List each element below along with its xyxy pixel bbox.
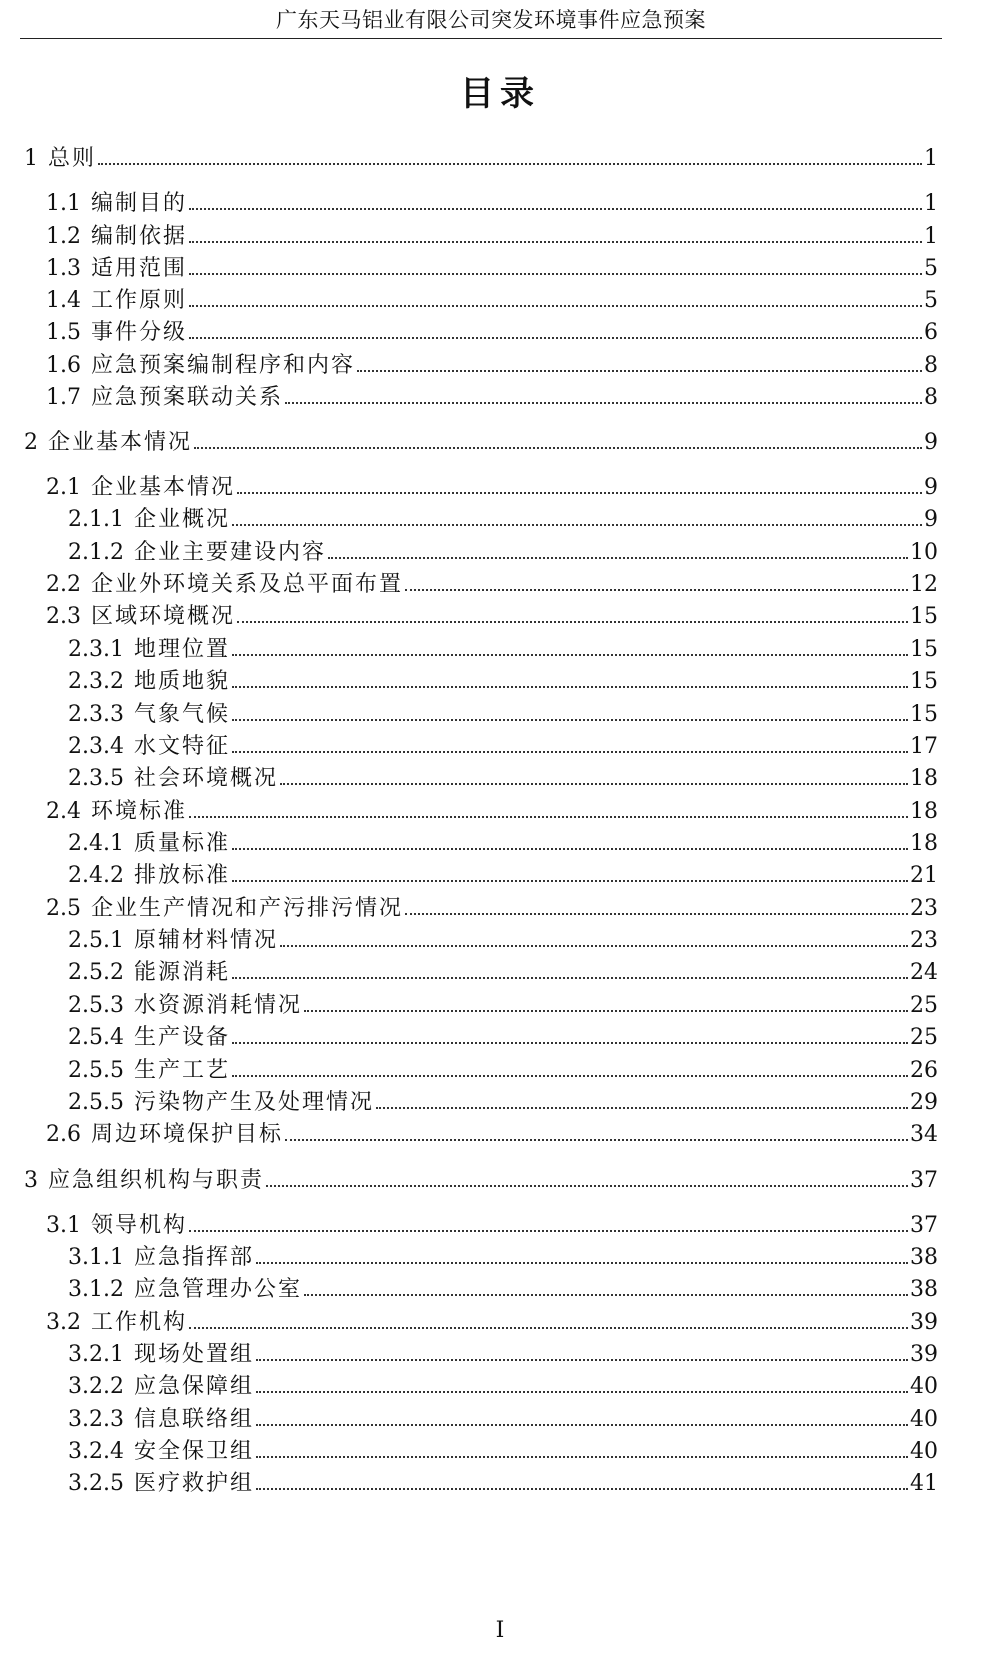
toc-number: 1.2 xyxy=(46,224,81,249)
toc-page-number: 9 xyxy=(924,430,938,455)
toc-leader-dots xyxy=(405,913,908,915)
toc-leader-dots xyxy=(194,447,922,449)
toc-label: 地质地貌 xyxy=(133,669,230,694)
toc-leader-dots xyxy=(237,621,908,623)
toc-leader-dots xyxy=(232,654,908,656)
toc-page-number: 37 xyxy=(910,1213,938,1238)
toc-page-number: 25 xyxy=(910,1025,938,1050)
toc-label: 安全保卫组 xyxy=(133,1439,254,1464)
toc-label: 污染物产生及处理情况 xyxy=(133,1090,374,1115)
toc-number: 3.1 xyxy=(46,1213,81,1238)
toc-entry[interactable] xyxy=(46,351,938,381)
toc-label: 应急管理办公室 xyxy=(133,1277,302,1302)
toc-number: 2.5.2 xyxy=(68,960,124,985)
toc-entry[interactable] xyxy=(68,667,938,697)
toc-number: 3 xyxy=(24,1168,38,1193)
toc-page-number: 41 xyxy=(910,1471,938,1496)
toc-number: 3.2.1 xyxy=(68,1342,124,1367)
toc-entry[interactable] xyxy=(68,764,938,794)
toc-entry[interactable] xyxy=(68,1023,938,1053)
toc-page-number: 38 xyxy=(910,1277,938,1302)
toc-label: 排放标准 xyxy=(133,863,230,888)
toc-label: 企业基本情况 xyxy=(91,475,236,500)
toc-leader-dots xyxy=(232,751,908,753)
toc-number: 2.4.1 xyxy=(68,831,124,856)
toc-page-number: 37 xyxy=(910,1168,938,1193)
toc-number: 3.2.3 xyxy=(68,1407,124,1432)
toc-page-number: 12 xyxy=(910,572,938,597)
toc-number: 1.5 xyxy=(46,320,81,345)
toc-entry[interactable] xyxy=(46,383,938,413)
toc-entry[interactable] xyxy=(24,428,938,458)
toc-leader-dots xyxy=(328,557,908,559)
toc-number: 2.3.1 xyxy=(68,637,124,662)
toc-label: 适用范围 xyxy=(91,256,188,281)
toc-page-number: 6 xyxy=(924,320,938,345)
toc-leader-dots xyxy=(256,1488,908,1490)
toc-label: 企业主要建设内容 xyxy=(133,540,326,565)
toc-entry[interactable] xyxy=(68,829,938,859)
toc-label: 工作原则 xyxy=(91,288,188,313)
toc-entry[interactable] xyxy=(46,254,938,284)
toc-page-number: 29 xyxy=(910,1090,938,1115)
toc-entry[interactable] xyxy=(68,1340,938,1370)
toc-page-number: 8 xyxy=(924,385,938,410)
toc-label: 企业生产情况和产污排污情况 xyxy=(91,896,404,921)
toc-number: 2.5.5 xyxy=(68,1058,124,1083)
toc-entry[interactable] xyxy=(68,991,938,1021)
toc-leader-dots xyxy=(232,977,908,979)
toc-page-number: 1 xyxy=(924,191,938,216)
toc-label: 区域环境概况 xyxy=(91,604,236,629)
toc-number: 2.1 xyxy=(46,475,81,500)
toc-leader-dots xyxy=(256,1391,908,1393)
toc-label: 社会环境概况 xyxy=(133,766,278,791)
toc-label: 信息联络组 xyxy=(133,1407,254,1432)
toc-entry[interactable] xyxy=(68,1437,938,1467)
toc-page-number: 5 xyxy=(924,288,938,313)
toc-page-number: 17 xyxy=(910,734,938,759)
toc-entry[interactable] xyxy=(68,700,938,730)
toc-number: 3.1.2 xyxy=(68,1277,124,1302)
toc-entry[interactable] xyxy=(46,894,938,924)
toc-page-number: 40 xyxy=(910,1407,938,1432)
toc-number: 1.4 xyxy=(46,288,81,313)
toc-entry[interactable] xyxy=(46,1308,938,1338)
toc-entry[interactable] xyxy=(68,635,938,665)
toc-leader-dots xyxy=(98,163,922,165)
toc-entry[interactable] xyxy=(46,602,938,632)
toc-leader-dots xyxy=(304,1010,908,1012)
toc-leader-dots xyxy=(285,402,922,404)
toc-number: 2.3.4 xyxy=(68,734,124,759)
toc-number: 2.5.3 xyxy=(68,993,124,1018)
page-number: I xyxy=(495,1618,505,1643)
toc-leader-dots xyxy=(189,241,922,243)
toc-number: 2.5.4 xyxy=(68,1025,124,1050)
toc-label: 质量标准 xyxy=(133,831,230,856)
toc-number: 2.6 xyxy=(46,1122,81,1147)
toc-label: 现场处置组 xyxy=(133,1342,254,1367)
toc-leader-dots xyxy=(285,1139,908,1141)
toc-label: 生产工艺 xyxy=(133,1058,230,1083)
toc-number: 2.3.2 xyxy=(68,669,124,694)
toc-label: 领导机构 xyxy=(91,1213,188,1238)
toc-number: 2.4 xyxy=(46,799,81,824)
toc-leader-dots xyxy=(232,1042,908,1044)
toc-number: 1.1 xyxy=(46,191,81,216)
toc-leader-dots xyxy=(232,1075,908,1077)
toc-page-number: 9 xyxy=(924,507,938,532)
toc-entry[interactable] xyxy=(46,286,938,316)
toc-entry[interactable] xyxy=(46,189,938,219)
toc-page-number: 8 xyxy=(924,353,938,378)
toc-page-number: 1 xyxy=(924,146,938,171)
toc-leader-dots xyxy=(405,589,908,591)
toc-leader-dots xyxy=(189,1327,908,1329)
toc-entry[interactable] xyxy=(68,732,938,762)
toc-entry[interactable] xyxy=(68,861,938,891)
toc-label: 事件分级 xyxy=(91,320,188,345)
toc-page-number: 18 xyxy=(910,766,938,791)
toc-label: 应急组织机构与职责 xyxy=(48,1168,265,1193)
toc-entry[interactable] xyxy=(68,538,938,568)
toc-number: 2.5.1 xyxy=(68,928,124,953)
toc-page-number: 26 xyxy=(910,1058,938,1083)
toc-leader-dots xyxy=(189,337,922,339)
toc-leader-dots xyxy=(232,524,922,526)
toc-leader-dots xyxy=(256,1456,908,1458)
toc-label: 周边环境保护目标 xyxy=(91,1122,284,1147)
toc-label: 生产设备 xyxy=(133,1025,230,1050)
toc-number: 2.1.1 xyxy=(68,507,124,532)
toc-number: 2 xyxy=(24,430,38,455)
toc-page-number: 18 xyxy=(910,831,938,856)
toc-number: 2.3 xyxy=(46,604,81,629)
toc-label: 应急预案联动关系 xyxy=(91,385,284,410)
toc-leader-dots xyxy=(256,1262,908,1264)
toc-page-number: 39 xyxy=(910,1310,938,1335)
toc-label: 工作机构 xyxy=(91,1310,188,1335)
toc-leader-dots xyxy=(189,1230,908,1232)
toc-entry[interactable] xyxy=(68,1372,938,1402)
header-title: 广东天马铝业有限公司突发环境事件应急预案 xyxy=(276,8,706,32)
toc-label: 编制目的 xyxy=(91,191,188,216)
toc-entry[interactable] xyxy=(46,222,938,252)
toc-page-number: 40 xyxy=(910,1439,938,1464)
toc-page-number: 23 xyxy=(910,928,938,953)
toc-number: 3.1.1 xyxy=(68,1245,124,1270)
toc-leader-dots xyxy=(280,783,908,785)
toc-leader-dots xyxy=(189,305,922,307)
toc-label: 编制依据 xyxy=(91,224,188,249)
toc-entry[interactable] xyxy=(68,1243,938,1273)
toc-number: 3.2.2 xyxy=(68,1374,124,1399)
toc-number: 3.2.5 xyxy=(68,1471,124,1496)
toc-leader-dots xyxy=(232,848,908,850)
toc-number: 3.2.4 xyxy=(68,1439,124,1464)
toc-page-number: 25 xyxy=(910,993,938,1018)
toc-leader-dots xyxy=(266,1185,908,1187)
toc-label: 水资源消耗情况 xyxy=(133,993,302,1018)
toc-number: 1.6 xyxy=(46,353,81,378)
toc-number: 3.2 xyxy=(46,1310,81,1335)
toc-label: 应急预案编制程序和内容 xyxy=(91,353,356,378)
toc-number: 1.7 xyxy=(46,385,81,410)
toc-number: 2.3.5 xyxy=(68,766,124,791)
toc-page-number: 40 xyxy=(910,1374,938,1399)
toc-number: 2.4.2 xyxy=(68,863,124,888)
toc-page-number: 39 xyxy=(910,1342,938,1367)
toc-label: 企业概况 xyxy=(133,507,230,532)
toc-leader-dots xyxy=(280,945,908,947)
toc-entry[interactable] xyxy=(46,1120,938,1150)
toc-number: 2.5.5 xyxy=(68,1090,124,1115)
toc-page-number: 9 xyxy=(924,475,938,500)
toc-page-number: 10 xyxy=(910,540,938,565)
toc-entry[interactable] xyxy=(24,144,938,174)
toc-leader-dots xyxy=(232,686,908,688)
toc-label: 水文特征 xyxy=(133,734,230,759)
toc-entry[interactable] xyxy=(68,1469,938,1499)
toc-leader-dots xyxy=(304,1294,908,1296)
toc-leader-dots xyxy=(189,816,908,818)
toc-number: 1.3 xyxy=(46,256,81,281)
toc-entry[interactable] xyxy=(24,1166,938,1196)
toc-entry[interactable] xyxy=(68,926,938,956)
toc-label: 企业基本情况 xyxy=(48,430,193,455)
toc-leader-dots xyxy=(189,208,922,210)
toc-page-number: 24 xyxy=(910,960,938,985)
toc-label: 气象气候 xyxy=(133,702,230,727)
toc-label: 总则 xyxy=(48,146,97,171)
toc-label: 企业外环境关系及总平面布置 xyxy=(91,572,404,597)
toc-page-number: 21 xyxy=(910,863,938,888)
page-title: 目录 xyxy=(460,74,540,114)
toc-label: 医疗救护组 xyxy=(133,1471,254,1496)
toc-number: 2.1.2 xyxy=(68,540,124,565)
toc-page-number: 34 xyxy=(910,1122,938,1147)
toc-page-number: 15 xyxy=(910,702,938,727)
toc-entry[interactable] xyxy=(46,1211,938,1241)
toc-entry[interactable] xyxy=(46,797,938,827)
toc-entry[interactable] xyxy=(46,473,938,503)
toc-entry[interactable] xyxy=(46,318,938,348)
toc-label: 能源消耗 xyxy=(133,960,230,985)
toc-entry[interactable] xyxy=(68,505,938,535)
toc-entry[interactable] xyxy=(68,958,938,988)
toc-number: 1 xyxy=(24,146,38,171)
toc-label: 应急保障组 xyxy=(133,1374,254,1399)
toc-page-number: 15 xyxy=(910,637,938,662)
toc-leader-dots xyxy=(232,880,908,882)
toc-leader-dots xyxy=(256,1359,908,1361)
toc-leader-dots xyxy=(376,1107,908,1109)
toc-leader-dots xyxy=(237,492,922,494)
toc-page-number: 1 xyxy=(924,224,938,249)
toc-page-number: 15 xyxy=(910,604,938,629)
toc-page-number: 5 xyxy=(924,256,938,281)
toc-leader-dots xyxy=(357,370,922,372)
toc-entry[interactable] xyxy=(68,1405,938,1435)
toc-leader-dots xyxy=(189,273,922,275)
toc-leader-dots xyxy=(232,719,908,721)
toc-page-number: 23 xyxy=(910,896,938,921)
toc-label: 地理位置 xyxy=(133,637,230,662)
toc-page-number: 15 xyxy=(910,669,938,694)
toc-number: 2.3.3 xyxy=(68,702,124,727)
toc-entry[interactable] xyxy=(68,1056,938,1086)
toc-page-number: 18 xyxy=(910,799,938,824)
toc-entry[interactable] xyxy=(68,1275,938,1305)
toc-number: 2.5 xyxy=(46,896,81,921)
toc-entry[interactable] xyxy=(46,570,938,600)
toc-leader-dots xyxy=(256,1424,908,1426)
toc-entry[interactable] xyxy=(68,1088,938,1118)
toc-page-number: 38 xyxy=(910,1245,938,1270)
toc-label: 环境标准 xyxy=(91,799,188,824)
toc-label: 原辅材料情况 xyxy=(133,928,278,953)
toc-number: 2.2 xyxy=(46,572,81,597)
toc-label: 应急指挥部 xyxy=(133,1245,254,1270)
